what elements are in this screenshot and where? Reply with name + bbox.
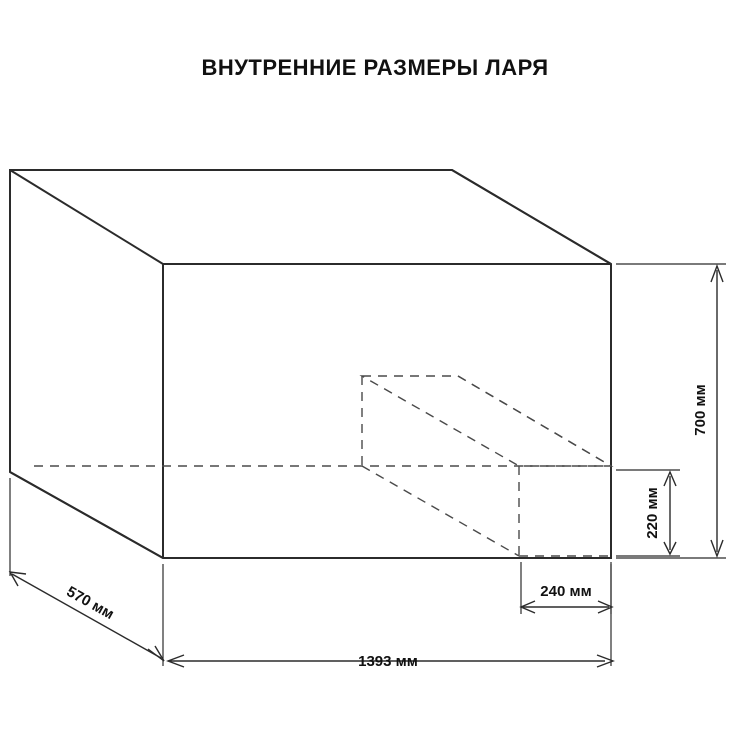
box-top-right-edge [452,170,611,264]
width-label: 1393 мм [358,653,418,670]
step-hidden-lower-left-edge [362,466,519,556]
step-hidden-top-face [362,376,611,466]
step-hidden-diagonal-edge [458,376,611,466]
depth-arrow-end [148,646,164,661]
height-label: 700 мм [692,384,709,436]
depth-dim-line [12,574,161,658]
box-top-left-edge [10,170,163,264]
depth-label: 570 мм [63,583,117,623]
step-width-label: 240 мм [540,583,592,600]
page-title: ВНУТРЕННИЕ РАЗМЕРЫ ЛАРЯ [201,55,549,80]
box-left-lower-edge [10,472,163,558]
box-front-face [10,170,611,558]
step-height-label: 220 мм [644,487,661,539]
